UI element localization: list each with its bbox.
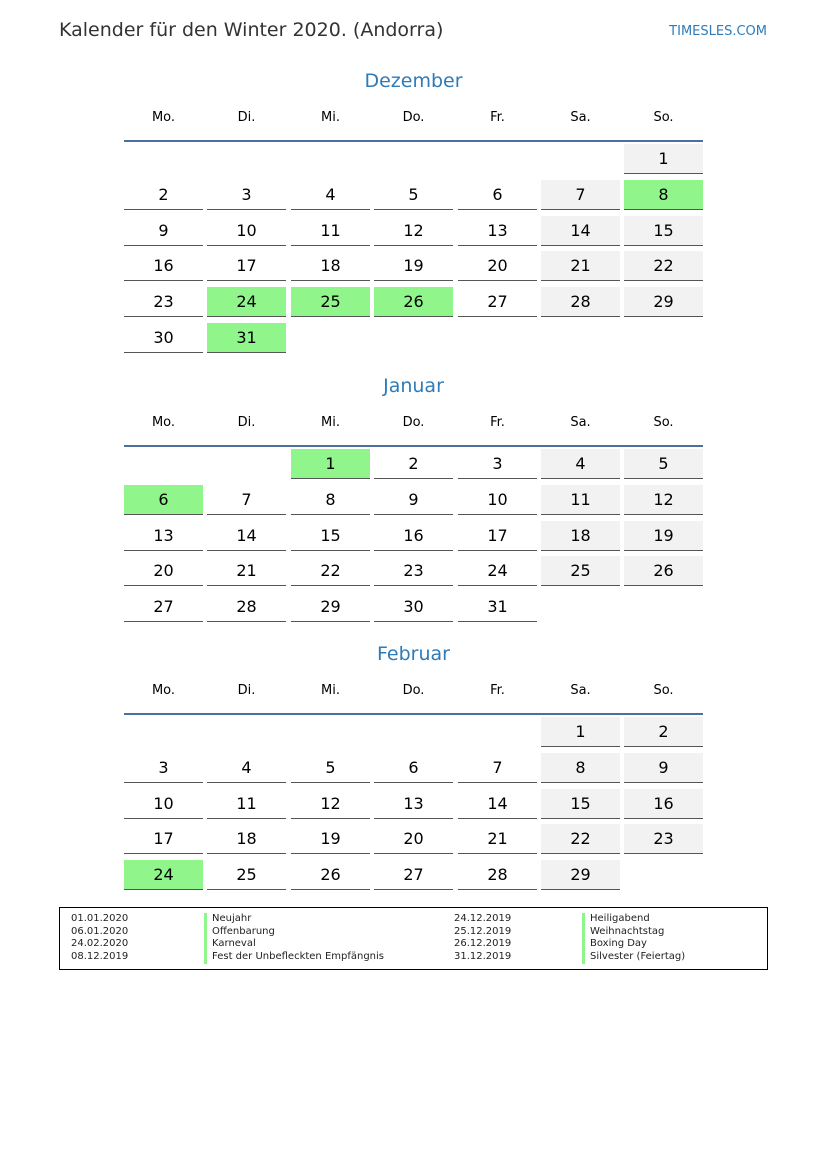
day-cell: 11 <box>207 789 286 819</box>
day-cell: 29 <box>541 860 620 890</box>
day-cell: 14 <box>207 521 286 551</box>
month-title-januar: Januar <box>383 375 444 397</box>
day-cell: 23 <box>374 556 453 586</box>
day-cell: 13 <box>374 789 453 819</box>
weekday-label: Mi. <box>321 683 340 698</box>
month-title-dezember: Dezember <box>364 70 463 92</box>
day-cell: 3 <box>124 753 203 783</box>
day-cell: 27 <box>458 287 537 317</box>
day-cell: 27 <box>374 860 453 890</box>
legend-holiday-name: Weihnachtstag <box>582 926 664 939</box>
legend-holiday-name: Neujahr <box>204 913 251 926</box>
weekday-header <box>124 110 703 142</box>
day-cell: 21 <box>458 824 537 854</box>
day-cell: 1 <box>624 144 703 174</box>
weekday-label: Mo. <box>151 110 176 125</box>
day-cell: 15 <box>541 789 620 819</box>
day-cell: 23 <box>624 824 703 854</box>
day-cell: 25 <box>207 860 286 890</box>
day-cell: 7 <box>207 485 286 515</box>
day-cell: 1 <box>291 449 370 479</box>
day-cell: 22 <box>291 556 370 586</box>
day-cell: 12 <box>291 789 370 819</box>
weekday-label: Fr. <box>490 110 505 125</box>
legend-date: 08.12.2019 <box>71 951 129 963</box>
weekday-label: So. <box>653 683 674 698</box>
day-cell: 16 <box>374 521 453 551</box>
day-cell: 25 <box>541 556 620 586</box>
legend-date: 24.12.2019 <box>454 913 512 924</box>
weekday-label: So. <box>653 415 674 430</box>
day-cell: 16 <box>624 789 703 819</box>
day-cell: 19 <box>374 251 453 281</box>
day-cell: 17 <box>207 251 286 281</box>
weekday-label: Mi. <box>321 110 340 125</box>
day-cell: 24 <box>124 860 203 890</box>
day-cell: 24 <box>458 556 537 586</box>
day-cell: 22 <box>541 824 620 854</box>
day-cell: 3 <box>207 180 286 210</box>
day-cell: 15 <box>291 521 370 551</box>
day-cell: 9 <box>374 485 453 515</box>
day-cell: 30 <box>124 323 203 353</box>
holiday-legend <box>59 907 768 970</box>
legend-date: 24.02.2020 <box>71 938 129 950</box>
day-cell: 8 <box>291 485 370 515</box>
day-cell: 10 <box>458 485 537 515</box>
day-cell: 17 <box>458 521 537 551</box>
day-cell: 4 <box>541 449 620 479</box>
day-cell: 5 <box>624 449 703 479</box>
day-cell: 2 <box>124 180 203 210</box>
day-cell: 5 <box>374 180 453 210</box>
day-cell: 26 <box>624 556 703 586</box>
day-cell: 30 <box>374 592 453 622</box>
day-cell: 9 <box>624 753 703 783</box>
day-cell: 11 <box>541 485 620 515</box>
day-cell: 26 <box>291 860 370 890</box>
day-cell: 21 <box>207 556 286 586</box>
day-cell: 19 <box>291 824 370 854</box>
legend-date: 01.01.2020 <box>71 913 129 924</box>
day-cell: 20 <box>458 251 537 281</box>
day-cell: 1 <box>541 717 620 747</box>
weekday-label: Sa. <box>570 683 591 698</box>
day-cell: 24 <box>207 287 286 317</box>
day-cell: 10 <box>207 216 286 246</box>
day-cell: 17 <box>124 824 203 854</box>
month-title-februar: Februar <box>377 643 450 665</box>
page-title: Kalender für den Winter 2020. (Andorra) <box>59 19 444 41</box>
weekday-label: Do. <box>402 683 425 698</box>
weekday-header <box>124 683 703 715</box>
day-cell: 7 <box>541 180 620 210</box>
day-cell: 6 <box>124 485 203 515</box>
day-cell: 28 <box>207 592 286 622</box>
day-cell: 23 <box>124 287 203 317</box>
day-cell: 11 <box>291 216 370 246</box>
day-cell: 19 <box>624 521 703 551</box>
legend-holiday-name: Heiligabend <box>582 913 650 926</box>
day-cell: 2 <box>374 449 453 479</box>
weekday-label: So. <box>653 110 674 125</box>
day-cell: 15 <box>624 216 703 246</box>
weekday-label: Sa. <box>570 415 591 430</box>
weekday-label: Mi. <box>321 415 340 430</box>
day-cell: 22 <box>624 251 703 281</box>
legend-holiday-name: Karneval <box>204 938 256 951</box>
legend-holiday-name: Boxing Day <box>582 938 647 951</box>
day-cell: 8 <box>624 180 703 210</box>
day-cell: 12 <box>624 485 703 515</box>
day-cell: 3 <box>458 449 537 479</box>
legend-holiday-name: Fest der Unbefleckten Empfängnis <box>204 951 384 964</box>
day-cell: 5 <box>291 753 370 783</box>
day-cell: 28 <box>458 860 537 890</box>
weekday-header <box>124 415 703 447</box>
day-cell: 26 <box>374 287 453 317</box>
weekday-label: Fr. <box>490 415 505 430</box>
weekday-label: Sa. <box>570 110 591 125</box>
day-cell: 18 <box>207 824 286 854</box>
weekday-label: Di. <box>237 683 256 698</box>
day-cell: 6 <box>374 753 453 783</box>
weekday-label: Mo. <box>151 683 176 698</box>
legend-date: 06.01.2020 <box>71 925 129 937</box>
day-cell: 2 <box>624 717 703 747</box>
legend-holiday-name: Offenbarung <box>204 926 275 939</box>
legend-date: 31.12.2019 <box>454 951 512 963</box>
day-cell: 27 <box>124 592 203 622</box>
day-cell: 21 <box>541 251 620 281</box>
day-cell: 29 <box>624 287 703 317</box>
day-cell: 25 <box>291 287 370 317</box>
weekday-label: Do. <box>402 415 425 430</box>
day-cell: 7 <box>458 753 537 783</box>
legend-date: 25.12.2019 <box>454 925 512 937</box>
day-cell: 28 <box>541 287 620 317</box>
day-cell: 4 <box>207 753 286 783</box>
day-cell: 14 <box>541 216 620 246</box>
day-cell: 18 <box>291 251 370 281</box>
weekday-label: Do. <box>402 110 425 125</box>
day-cell: 4 <box>291 180 370 210</box>
weekday-label: Fr. <box>490 683 505 698</box>
day-cell: 20 <box>374 824 453 854</box>
day-cell: 13 <box>124 521 203 551</box>
day-cell: 12 <box>374 216 453 246</box>
weekday-label: Di. <box>237 415 256 430</box>
site-link[interactable]: TIMESLES.COM <box>669 24 767 39</box>
day-cell: 6 <box>458 180 537 210</box>
weekday-label: Mo. <box>151 415 176 430</box>
weekday-label: Di. <box>237 110 256 125</box>
legend-holiday-name: Silvester (Feiertag) <box>582 951 685 964</box>
day-cell: 18 <box>541 521 620 551</box>
day-cell: 31 <box>207 323 286 353</box>
day-cell: 16 <box>124 251 203 281</box>
day-cell: 14 <box>458 789 537 819</box>
day-cell: 10 <box>124 789 203 819</box>
day-cell: 29 <box>291 592 370 622</box>
day-cell: 8 <box>541 753 620 783</box>
day-cell: 13 <box>458 216 537 246</box>
legend-date: 26.12.2019 <box>454 938 512 950</box>
day-cell: 20 <box>124 556 203 586</box>
day-cell: 31 <box>458 592 537 622</box>
day-cell: 9 <box>124 216 203 246</box>
